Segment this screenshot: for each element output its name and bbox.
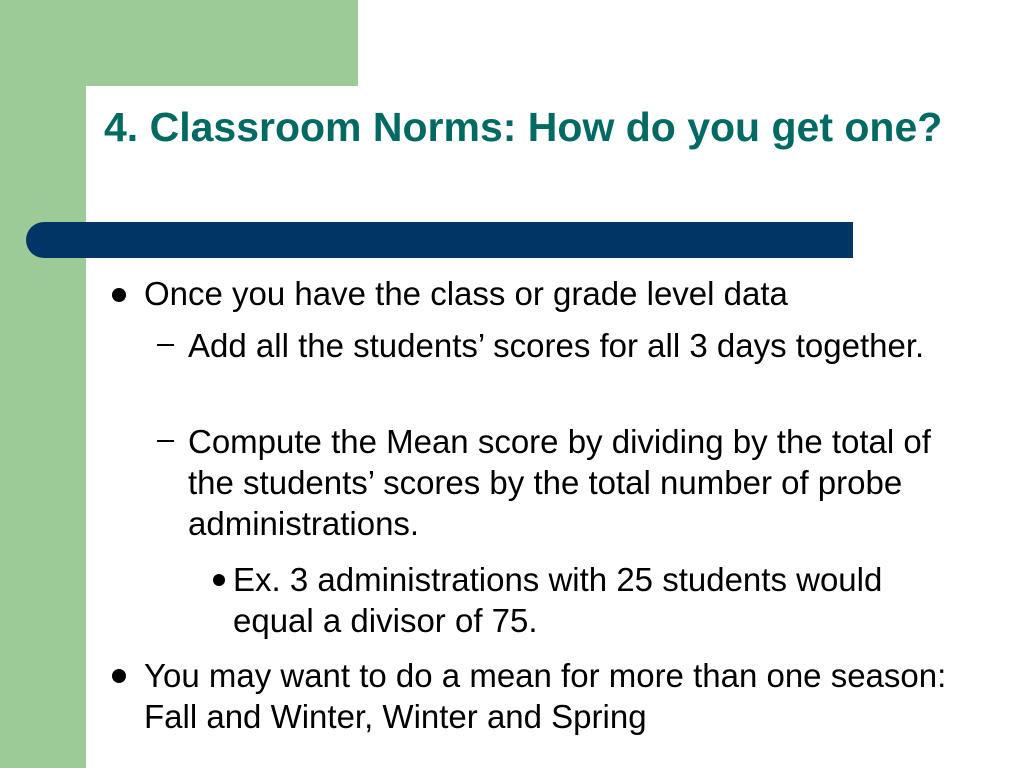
sub-bullet-1: Add all the students’ scores for all 3 days together.	[188, 327, 925, 364]
slide-title: 4. Classroom Norms: How do you get one?	[104, 104, 943, 150]
sub-bullet-2: Compute the Mean score by dividing by the total of the students’ scores by the total number of probe administrations.	[188, 423, 931, 542]
sub-sub-bullet-1: Ex. 3 administrations with 25 students would equal a divisor of 75.	[233, 561, 883, 639]
bullet-2: You may want to do a mean for more than one season: Fall and Winter, Winter and Spring	[144, 657, 947, 735]
bullet-1: Once you have the class or grade level data	[144, 275, 788, 312]
sub-sub-bullet-dot	[213, 574, 225, 586]
bullet-dot	[112, 288, 126, 302]
sub-bullet-dash	[157, 440, 174, 442]
bullet-dot	[112, 669, 126, 683]
sub-bullet-dash	[157, 344, 174, 346]
